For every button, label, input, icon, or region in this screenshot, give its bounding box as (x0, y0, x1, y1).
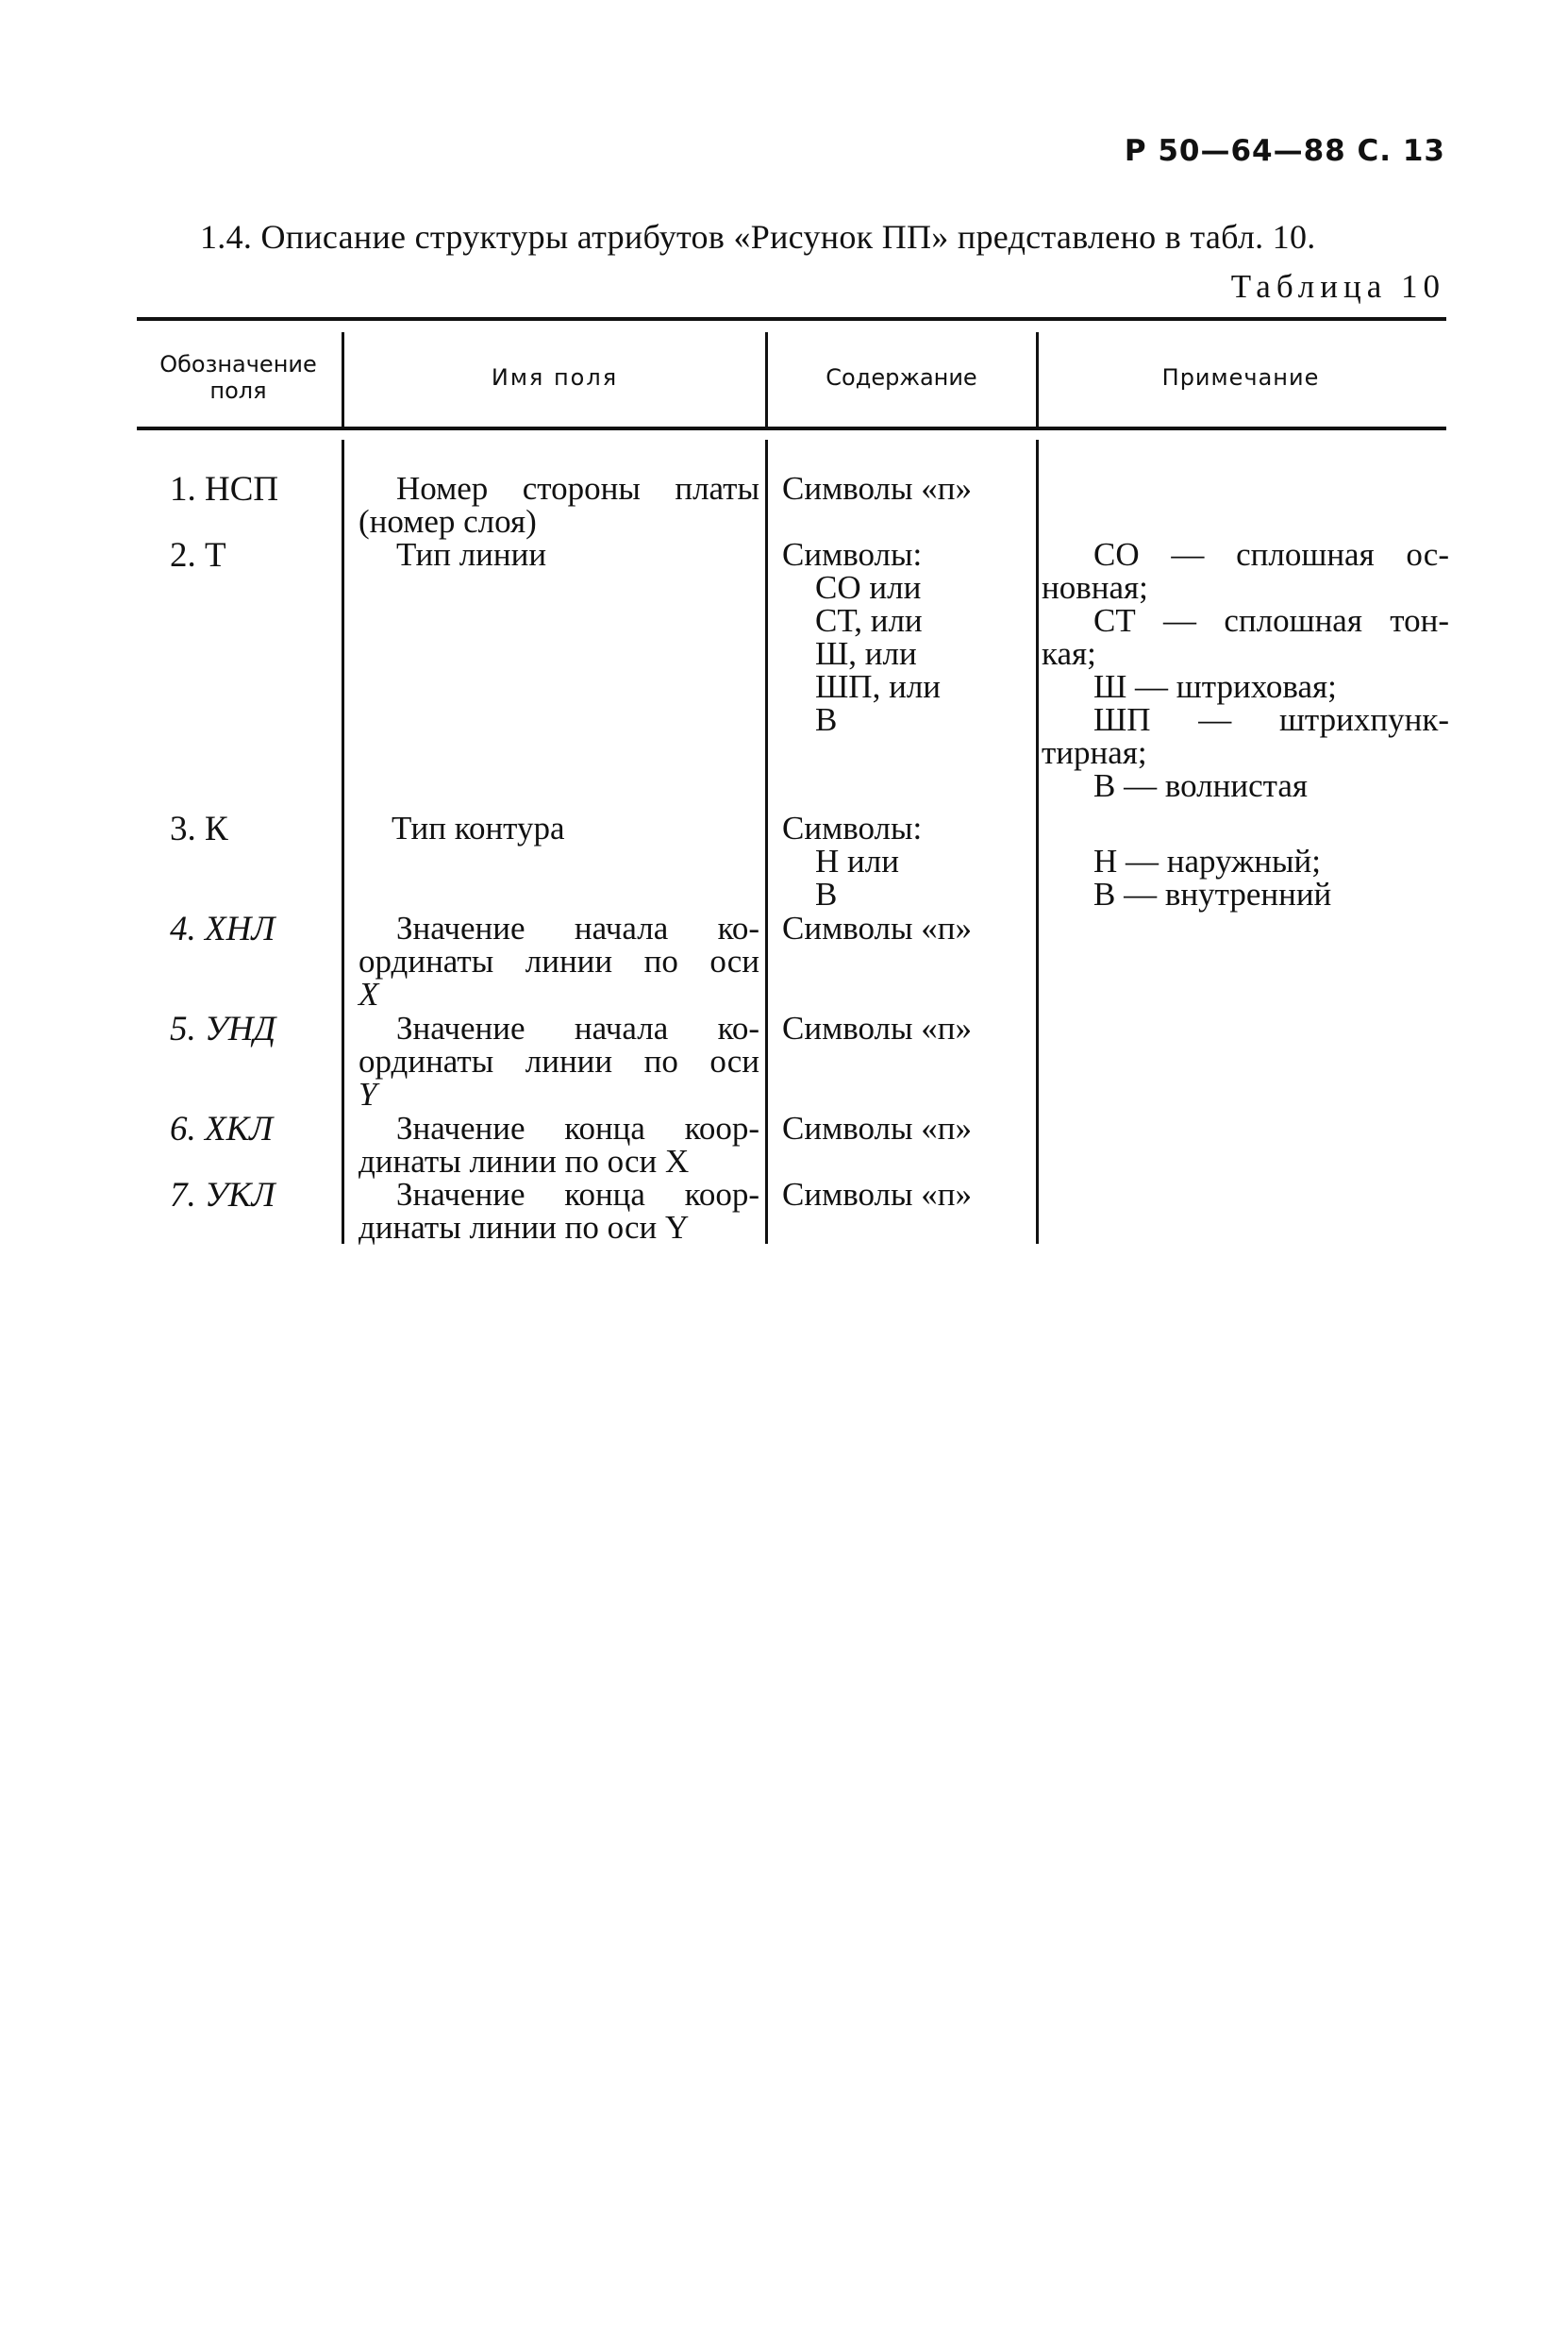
header-divider-2 (765, 332, 768, 427)
col-header-field-name: Имя поля (491, 364, 619, 391)
row-field-name: Тип контура (392, 810, 565, 847)
row-field-name: Значение начала ко- ординаты линии по оси Х (359, 910, 759, 1013)
row-code: 7. УКЛ (170, 1176, 275, 1215)
row-field-name: Значение начала ко- ординаты линии по оси Y (359, 1010, 759, 1113)
row-field-name: Номер стороны платы (номер слоя) (359, 470, 759, 540)
table-top-rule (137, 317, 1446, 321)
row-code: 6. ХКЛ (170, 1110, 274, 1149)
col-header-content: Содержание (826, 364, 977, 391)
row-field-name: Значение конца коор- динаты линии по оси Y (359, 1176, 759, 1246)
row-content: Символы «п» (782, 470, 973, 507)
intro-paragraph: 1.4. Описание структуры атрибутов «Рисунок ПП» представлено в табл. 10. (200, 218, 1316, 256)
row-content: Символы «п» (782, 1176, 973, 1213)
row-content: Символы: СО или СТ, или Ш, или ШП, или В (782, 536, 942, 738)
row-content: Символы «п» (782, 910, 973, 947)
row-note: Н — наружный; В — внутренний (1093, 843, 1332, 913)
col-header-note: Примечание (1161, 364, 1320, 391)
header-divider-3 (1036, 332, 1039, 427)
page-number-header: Р 50—64—88 С. 13 (1124, 134, 1445, 168)
row-code: 5. УНД (170, 1010, 276, 1048)
row-code: 4. ХНЛ (170, 910, 275, 948)
row-content: Символы: Н или В (782, 810, 923, 913)
row-code: 2. Т (170, 536, 226, 575)
body-divider-2 (765, 440, 768, 1244)
header-divider-1 (342, 332, 344, 427)
table-label: Таблица 10 (1230, 268, 1445, 305)
row-note: СО — сплошная ос- новная; СТ — сплошная тон- кая; Ш — штриховая; ШП — штрихпунк- тирная; В — волнистая (1042, 536, 1449, 804)
row-field-name: Тип линии (396, 536, 547, 573)
row-code: 3. К (170, 810, 228, 848)
body-divider-3 (1036, 440, 1039, 1244)
row-content: Символы «п» (782, 1110, 973, 1147)
row-code: 1. НСП (170, 470, 279, 509)
col-header-designation: Обозначение поля (159, 351, 317, 404)
table-header-rule (137, 427, 1446, 430)
row-content: Символы «п» (782, 1010, 973, 1047)
body-divider-1 (342, 440, 344, 1244)
row-field-name: Значение конца коор- динаты линии по оси Х (359, 1110, 759, 1180)
